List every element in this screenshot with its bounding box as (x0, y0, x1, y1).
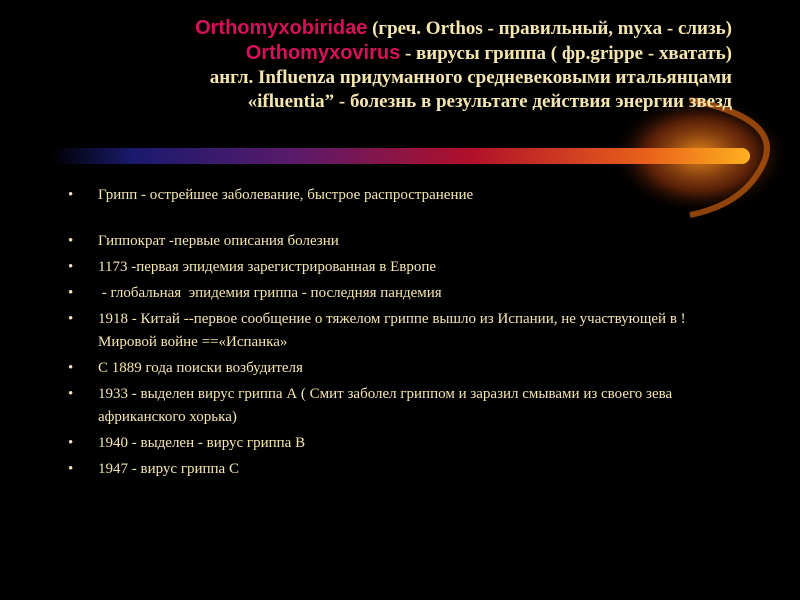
title-line-1 (60, 16, 732, 41)
list-item-text: С 1889 года поиски возбудителя (98, 360, 303, 376)
title-line-2 (60, 41, 732, 66)
list-item (66, 230, 746, 253)
list-item (66, 282, 746, 305)
list-item-text: Грипп - острейшее заболевание, быстрое распространение (98, 187, 474, 203)
list-item (66, 432, 746, 455)
bullet-icon: • (68, 285, 74, 301)
title-line-4: «ifluentia” - болезнь в результате действия энергии звезд (247, 91, 732, 112)
slide-title (60, 16, 732, 114)
list-item (66, 308, 746, 354)
list-item-text: - глобальная эпидемия гриппа - последняя пандемия (98, 285, 442, 301)
bullet-icon: • (68, 233, 74, 249)
bullet-icon: • (68, 461, 74, 477)
list-item (66, 184, 746, 207)
list-item-text: 1947 - вирус гриппа С (98, 461, 239, 477)
list-item (66, 256, 746, 279)
list-item (66, 383, 746, 429)
bullet-icon: • (68, 259, 74, 275)
list-item-text: 1933 - выделен вирус гриппа А ( Смит заболел гриппом и заразил смывами из своего зева африканского хорька) (98, 386, 673, 425)
title-term-genus: Orthomyxovirus (245, 42, 401, 64)
list-item-text: 1918 - Китай --первое сообщение о тяжелом гриппе вышло из Испании, не участвующей в ! Мировой войне ==«Испанка» (98, 311, 686, 350)
title-term-family: Orthomyxobiridae (195, 17, 368, 39)
list-item (66, 458, 746, 481)
title-line-3: англ. Influenza придуманного средневековыми итальянцами (209, 67, 732, 88)
title-line-1-text: (греч. Orthos - правильный, myxa - слизь) (367, 18, 732, 39)
bullet-icon: • (68, 360, 74, 376)
bullet-icon: • (68, 311, 74, 327)
title-line-2-text: - вирусы гриппа ( фр.grippe - хватать) (400, 43, 732, 64)
bullet-icon: • (68, 435, 74, 451)
list-item-text: 1940 - выделен - вирус гриппа В (98, 435, 306, 451)
bullet-icon: • (68, 187, 74, 203)
bullet-list (66, 184, 746, 484)
list-item-text: 1173 -первая эпидемия зарегистрированная в Европе (98, 259, 437, 275)
bullet-icon: • (68, 386, 74, 402)
list-item-text: Гиппократ -первые описания болезни (98, 233, 339, 249)
list-item (66, 357, 746, 380)
